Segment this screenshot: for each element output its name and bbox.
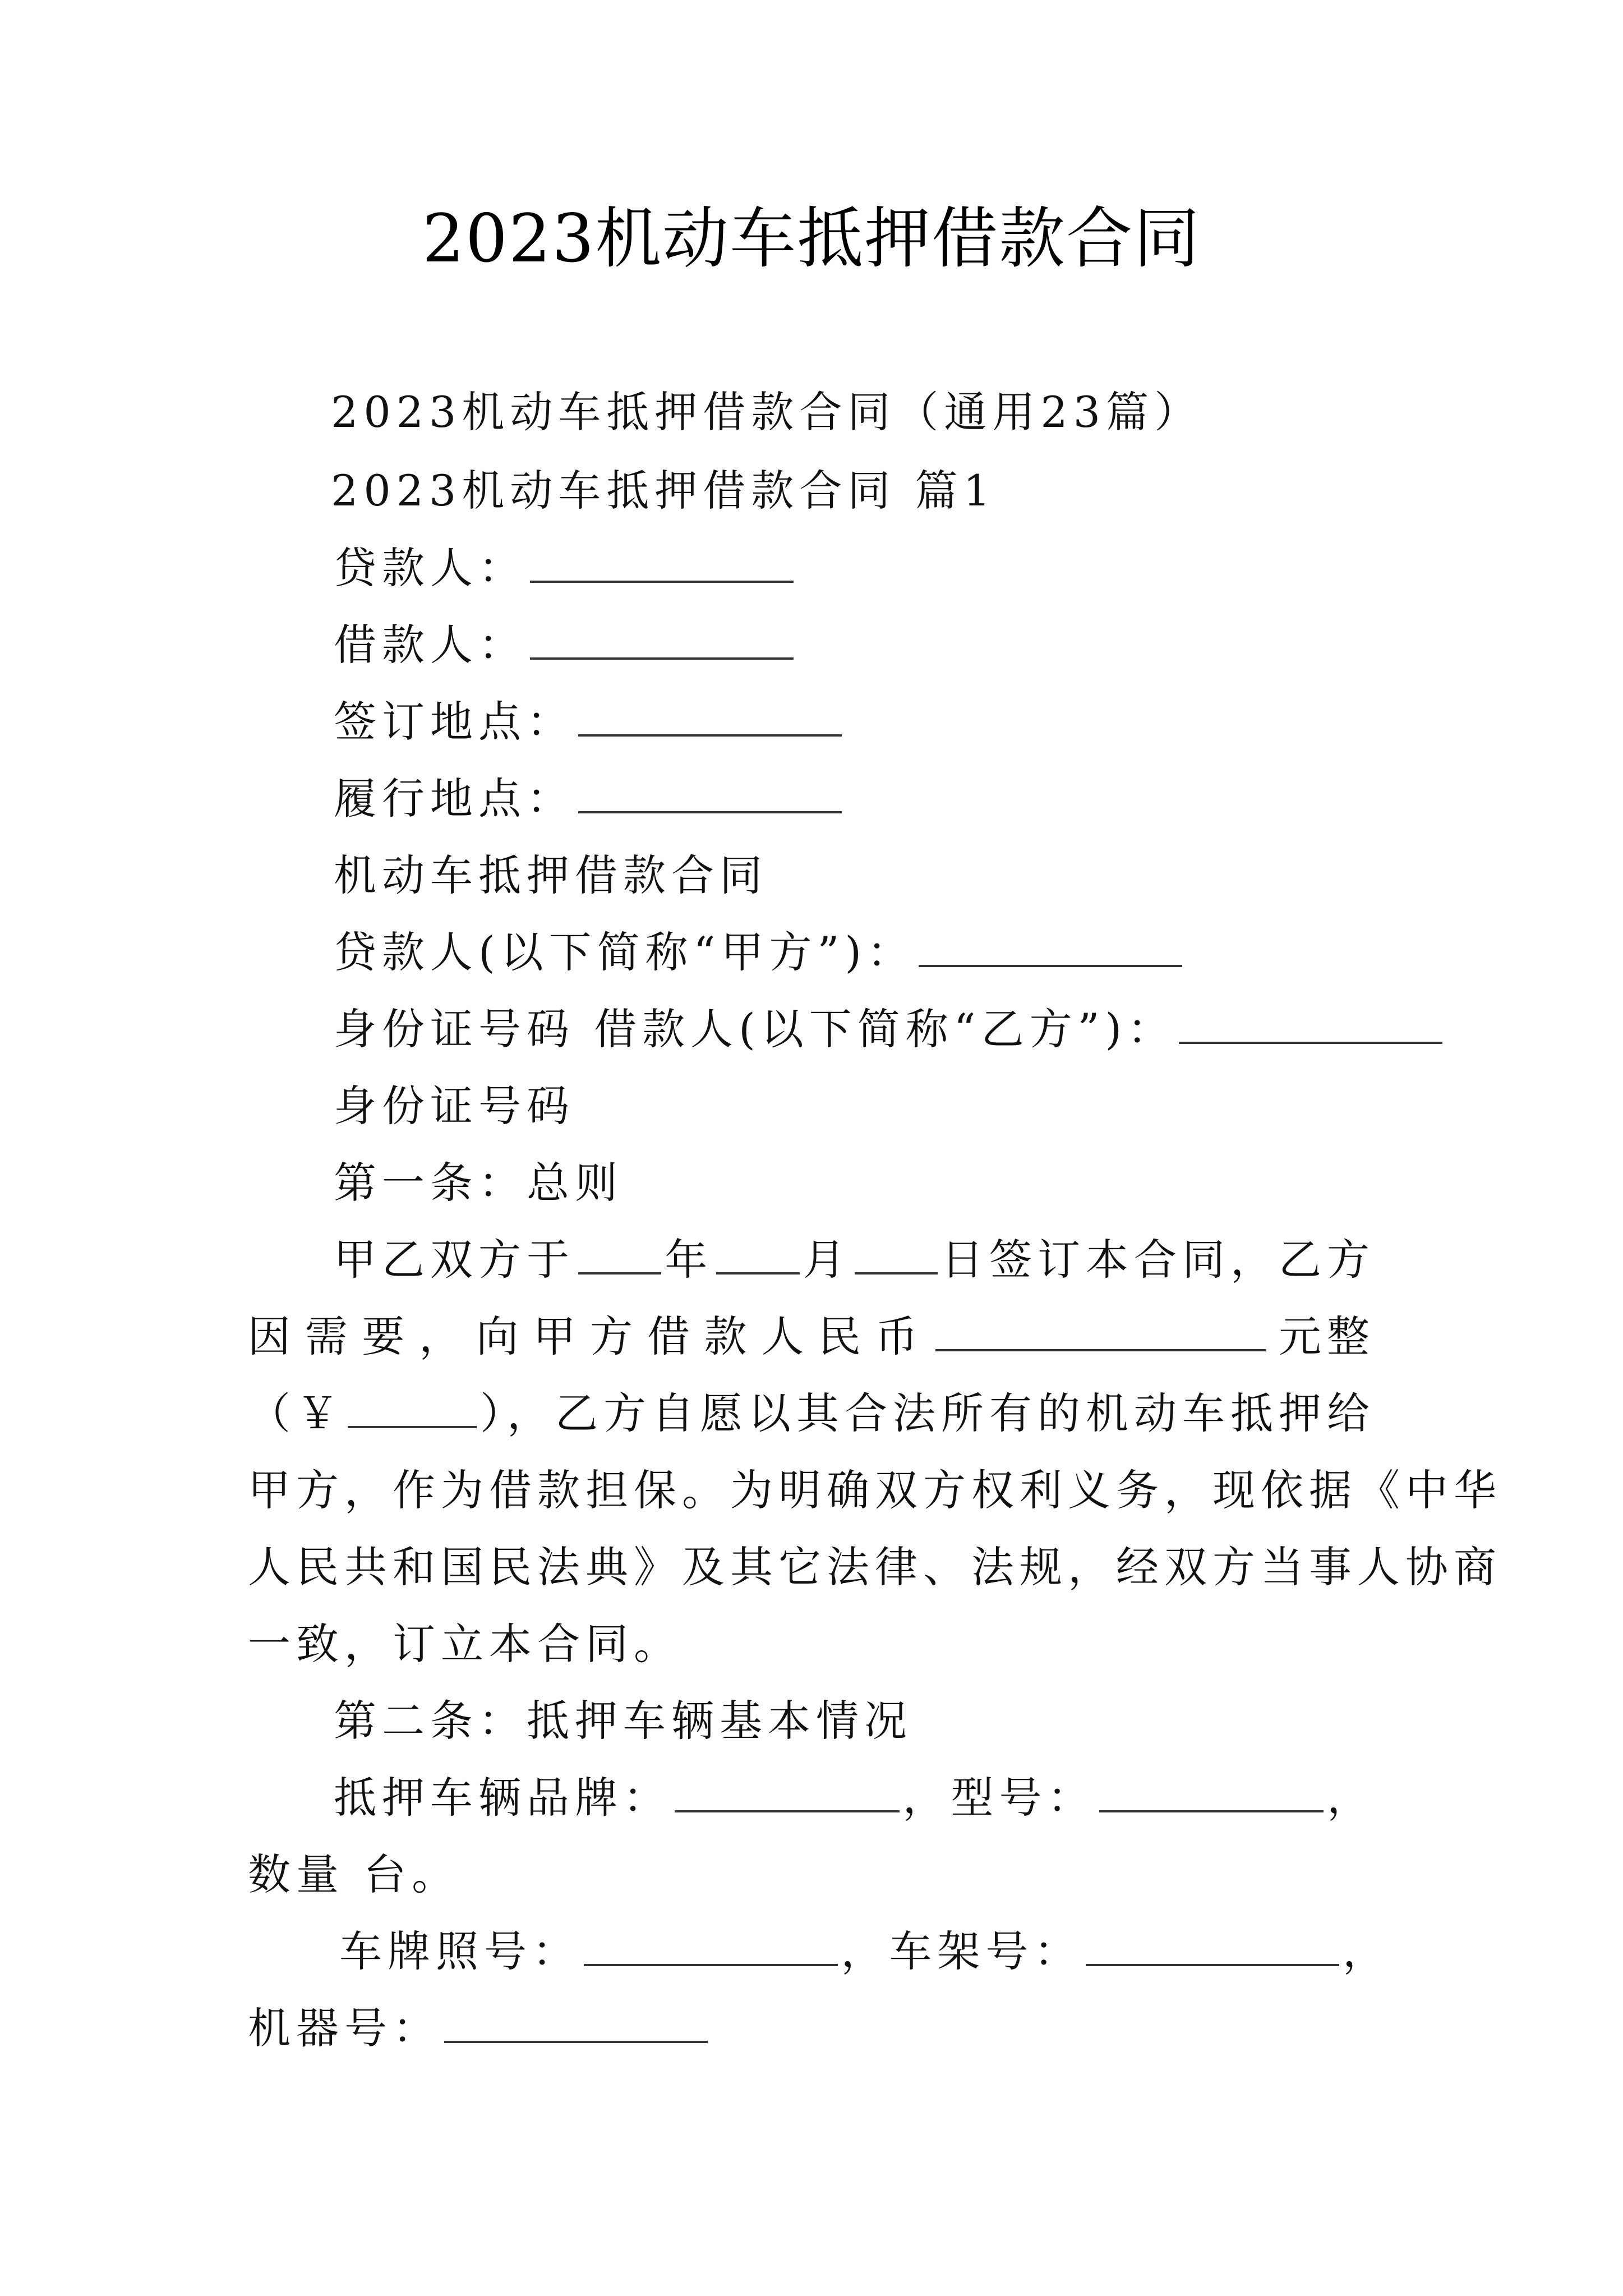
model-label: ，型号：: [902, 1773, 1096, 1823]
engine-label: 机器号：: [248, 2003, 441, 2053]
article1-p3-a: （￥: [248, 1388, 344, 1438]
lender-blank[interactable]: [530, 545, 794, 583]
article1-line1: [334, 1232, 1375, 1288]
sign-place-row: [334, 694, 845, 750]
lender-row: [334, 540, 797, 596]
amount-number-blank[interactable]: [348, 1390, 477, 1428]
article1-heading: 第一条：总则: [334, 1158, 623, 1208]
brand-row-comma: ，: [1327, 1773, 1375, 1823]
article1-word: 款: [704, 1312, 753, 1361]
id-label: 身份证号码: [334, 1081, 575, 1131]
article1-word: 民: [818, 1312, 866, 1361]
lender-label: 贷款人：: [334, 543, 527, 593]
plate-row-comma: ，: [1343, 1926, 1391, 1976]
engine-row: [248, 2000, 711, 2056]
party-b-blank[interactable]: [1179, 1006, 1442, 1044]
frame-label: ，车架号：: [841, 1926, 1082, 1976]
party-a-row: [334, 924, 1186, 981]
article1-word: 币: [875, 1312, 924, 1361]
sign-place-blank[interactable]: [578, 698, 842, 737]
perform-place-row: [334, 771, 845, 827]
plate-row: [339, 1924, 1391, 1980]
article1-line5: 人民共和国民法典》及其它法律、法规，经双方当事人协商: [248, 1542, 1502, 1592]
subtitle: 2023机动车抵押借款合同（通用23篇）: [331, 387, 1203, 437]
article1-word: 甲: [533, 1312, 582, 1361]
article2-heading: 第二条：抵押车辆基本情况: [334, 1696, 912, 1746]
plate-blank[interactable]: [584, 1928, 838, 1966]
perform-place-blank[interactable]: [578, 775, 842, 813]
page-title: 2023机动车抵押借款合同: [422, 200, 1201, 277]
article1-line6: 一致，订立本合同。: [248, 1619, 682, 1669]
article1-word: ，: [419, 1312, 468, 1361]
article1-line2: [248, 1309, 1375, 1365]
article1-p1-a: 甲乙双方于: [334, 1235, 575, 1285]
borrower-blank[interactable]: [530, 622, 794, 660]
party-a-label: 贷款人(以下简称“甲方”)：: [334, 927, 916, 977]
brand-blank[interactable]: [675, 1774, 900, 1812]
article1-p3-b: ），乙方自愿以其合法所有的机动车抵押给: [480, 1388, 1375, 1438]
party-b-label: 身份证号码 借款人(以下简称“乙方”)：: [334, 1004, 1176, 1054]
sign-year-blank[interactable]: [578, 1236, 661, 1274]
article1-line4: 甲方，作为借款担保。为明确双方权利义务，现依据《中华: [248, 1465, 1502, 1515]
article1-line3: [248, 1386, 1375, 1442]
article1-year: 年: [665, 1235, 713, 1285]
article1-word: 要: [362, 1312, 411, 1361]
article1-word: 借: [647, 1312, 695, 1361]
plate-label: 车牌照号：: [339, 1926, 580, 1976]
frame-blank[interactable]: [1086, 1928, 1340, 1966]
article1-word: 人: [761, 1312, 810, 1361]
amount-words-blank[interactable]: [935, 1313, 1266, 1351]
sign-month-blank[interactable]: [716, 1236, 799, 1274]
vehicle-brand-row: [334, 1770, 1375, 1826]
party-b-row: [334, 1001, 1446, 1057]
article1-word: 需: [305, 1312, 353, 1361]
article1-word: 向: [476, 1312, 524, 1361]
borrower-row: [334, 617, 797, 673]
borrower-label: 借款人：: [334, 620, 527, 670]
brand-label: 抵押车辆品牌：: [334, 1773, 671, 1823]
sign-day-blank[interactable]: [855, 1236, 938, 1274]
sign-place-label: 签订地点：: [334, 697, 575, 747]
article1-word: 因: [248, 1312, 296, 1361]
article1-p2-end: 元整: [1278, 1312, 1375, 1361]
perform-place-label: 履行地点：: [334, 774, 575, 823]
engine-blank[interactable]: [444, 2005, 708, 2043]
article1-p1-b: 日签订本合同，乙方: [940, 1235, 1375, 1285]
party-a-blank[interactable]: [919, 929, 1182, 967]
contract-name: 机动车抵押借款合同: [334, 850, 768, 900]
model-blank[interactable]: [1099, 1774, 1324, 1812]
article1-month: 月: [803, 1235, 851, 1285]
chapter-heading: 2023机动车抵押借款合同 篇1: [331, 466, 996, 516]
article1-word: 方: [590, 1312, 639, 1361]
quantity-text: 数量 台。: [248, 1849, 460, 1899]
